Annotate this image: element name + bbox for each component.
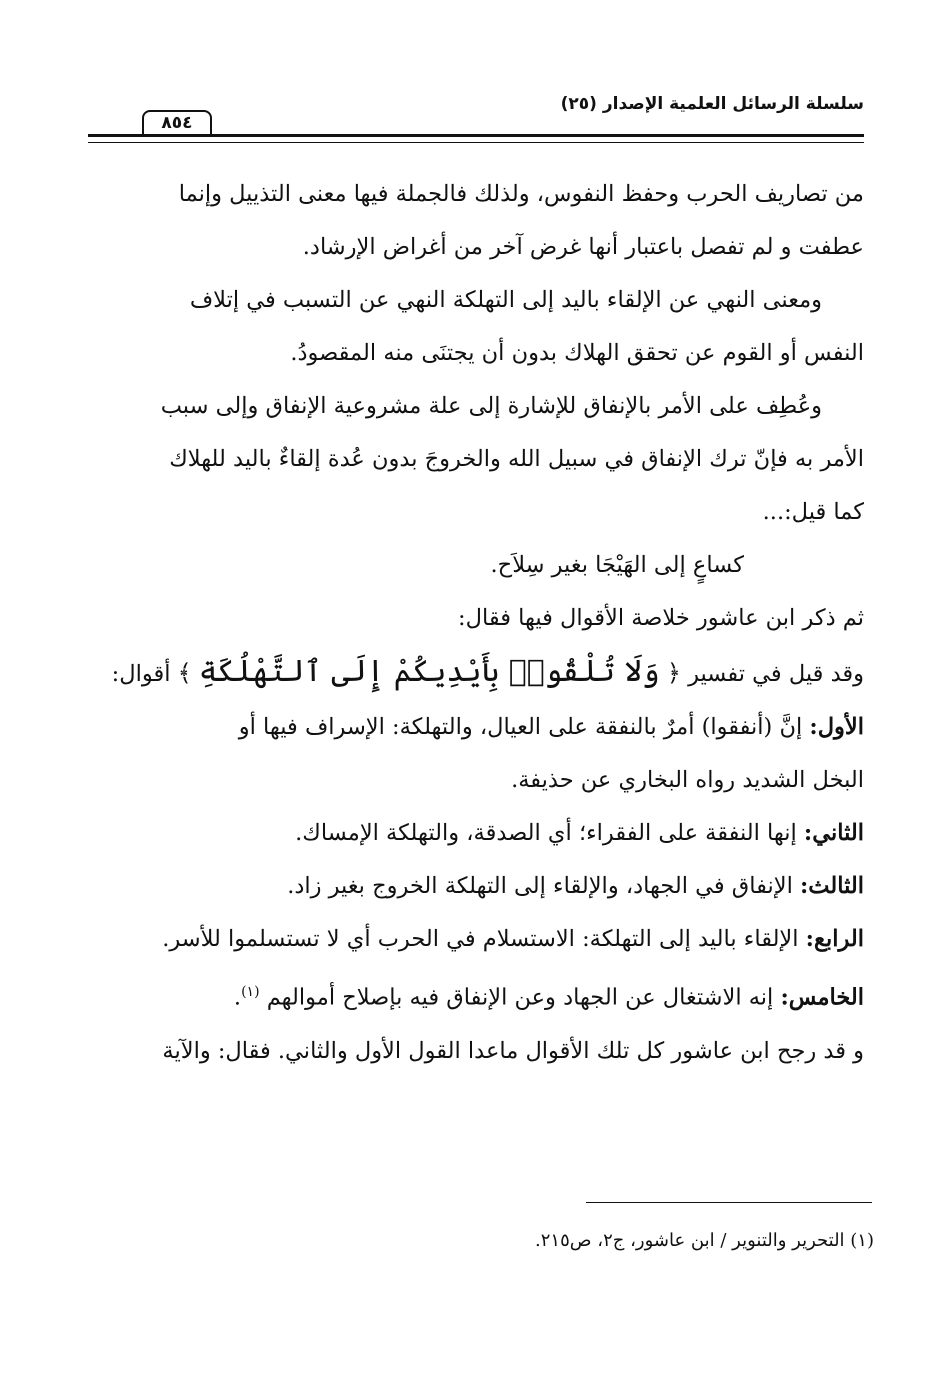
opinion-5 [86, 966, 864, 1025]
citation-intro: وقد قيل في تفسير [688, 661, 864, 687]
paragraph-2 [86, 274, 864, 380]
header-rule-thick [88, 134, 864, 137]
text-line: كما قيل:... [762, 499, 864, 525]
paragraph-1 [86, 168, 864, 274]
opinion-label: الأول: [809, 714, 864, 740]
paragraph-4: ثم ذكر ابن عاشور خلاصة الأقوال فيها فقال: [458, 605, 864, 631]
opinion-4 [86, 913, 864, 966]
page-number: ٨٥٤ [142, 110, 212, 134]
footnote-separator [586, 1202, 872, 1203]
opinion-label: الرابع: [805, 926, 864, 952]
opinion-text: الإنفاق في الجهاد، والإلقاء إلى التهلكة الخروج بغير زاد. [287, 873, 793, 899]
opinion-text: إنها النفقة على الفقراء؛ أي الصدقة، والتهلكة الإمساك. [295, 820, 797, 846]
opinion-3 [86, 860, 864, 913]
text-line: ومعنى النهي عن الإلقاء باليد إلى التهلكة النهي عن التسبب في إتلاف [189, 287, 822, 313]
opinion-1 [86, 701, 864, 807]
text-line: وعُطِف على الأمر بالإنفاق للإشارة إلى علة مشروعية الإنفاق وإلى سبب [160, 393, 822, 419]
body-text [86, 168, 864, 1078]
opinion-label: الثالث: [799, 873, 864, 899]
text-line: النفس أو القوم عن تحقق الهلاك بدون أن يجتنَى منه المقصودُ. [290, 340, 864, 366]
header-rule-thin [88, 142, 864, 143]
text-line: عطفت و لم تفصل باعتبار أنها غرض آخر من أغراض الإرشاد. [302, 234, 864, 260]
footnote: (١) التحرير والتنوير / ابن عاشور، ج٢، ص٢١٥. [535, 1230, 874, 1251]
last-paragraph: و قد رجح ابن عاشور كل تلك الأقوال ماعدا القول الأول والثاني. فقال: والآية [162, 1037, 864, 1064]
ornate-bracket-open: ﴿ [666, 659, 681, 687]
opinion-label: الخامس: [780, 984, 864, 1011]
series-title: سلسلة الرسائل العلمية الإصدار (٢٥) [560, 94, 864, 114]
opinion-text: إنه الاشتغال عن الجهاد وعن الإنفاق فيه بإصلاح أموالهم [266, 984, 774, 1011]
opinion-2 [86, 807, 864, 860]
sentence-end: . [233, 984, 242, 1011]
opinion-text: الإلقاء باليد إلى التهلكة: الاستسلام في الحرب أي لا تستسلموا للأسر. [162, 926, 799, 952]
opinion-label: الثاني: [803, 820, 864, 846]
quran-verse: وَلَا تُلْقُوا۟ بِأَيْدِيكُمْ إِلَى ٱلتَّهْلُكَةِ [198, 654, 660, 689]
citation-outro: أقوال: [111, 661, 171, 687]
ornate-bracket-close: ﴾ [177, 659, 192, 687]
quran-citation-line [86, 645, 864, 701]
poetry-verse: كساعٍ إلى الهَيْجَا بغير سِلاَح. [490, 552, 744, 578]
page-header [88, 92, 864, 148]
text-line: إنَّ (أنفقوا) أمرٌ بالنفقة على العيال، والتهلكة: الإسراف فيها أو [238, 714, 803, 740]
text-line: البخل الشديد رواه البخاري عن حذيفة. [511, 767, 864, 793]
paragraph-3 [86, 380, 864, 539]
footnote-ref: (١) [241, 984, 260, 1000]
text-line: من تصاريف الحرب وحفظ النفوس، ولذلك فالجملة فيها معنى التذييل وإنما [178, 181, 864, 207]
text-line: الأمر به فإنّ ترك الإنفاق في سبيل الله والخروجَ بدون عُدة إلقاءٌ باليد للهلاك [169, 446, 864, 472]
